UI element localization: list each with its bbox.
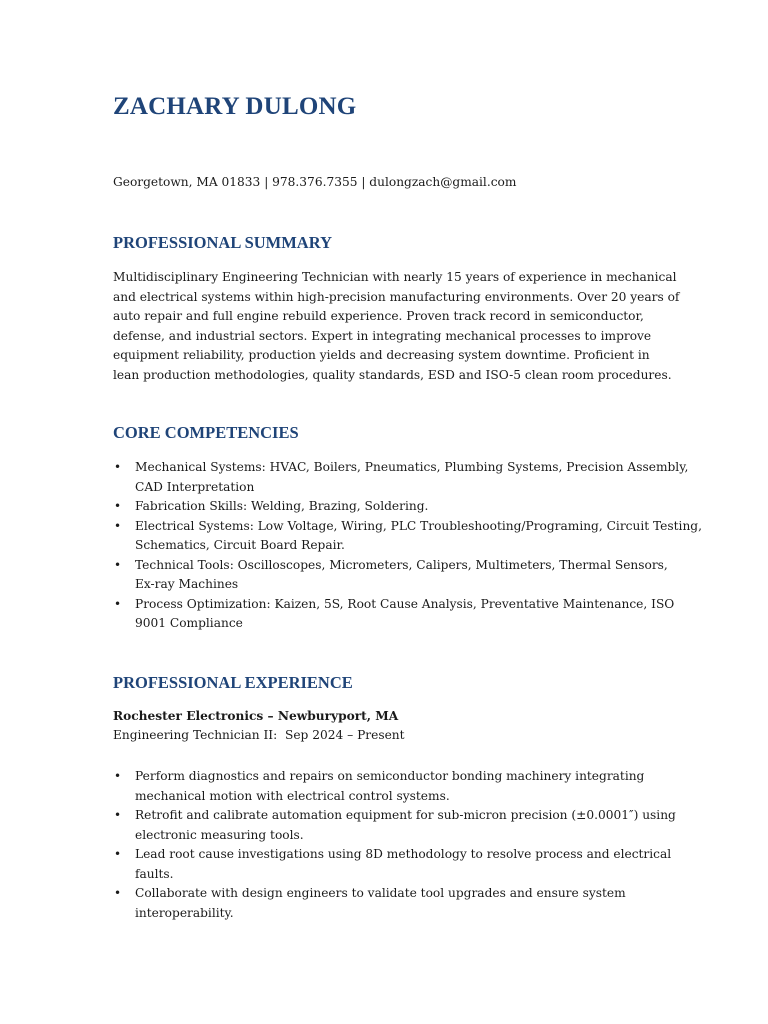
experience-heading: PROFESSIONAL EXPERIENCE bbox=[113, 673, 353, 692]
summary-line: equipment reliability, production yields and decreasing system downtime. Proficient in bbox=[113, 348, 650, 362]
experience-list bbox=[113, 767, 683, 923]
bullet-icon: • bbox=[114, 557, 122, 572]
summary-line: defense, and industrial sectors. Expert in integrating mechanical processes to improve bbox=[113, 328, 652, 343]
list-item-text: interoperability. bbox=[135, 905, 234, 920]
summary-paragraph bbox=[113, 268, 680, 385]
list-item bbox=[113, 458, 689, 497]
list-item-text: Collaborate with design engineers to validate tool upgrades and ensure system bbox=[135, 886, 626, 900]
list-item bbox=[113, 884, 683, 923]
company-name: Rochester Electronics – Newburyport, MA bbox=[113, 709, 399, 723]
list-item-text: Fabrication Skills: Welding, Brazing, Soldering. bbox=[135, 499, 429, 513]
list-item-text: electronic measuring tools. bbox=[135, 827, 304, 842]
list-item-text: Process Optimization: Kaizen, 5S, Root Cause Analysis, Preventative Maintenance, ISO bbox=[135, 596, 675, 611]
list-item bbox=[113, 845, 683, 884]
summary-line: Multidisciplinary Engineering Technician with nearly 15 years of experience in mechanical bbox=[113, 270, 677, 284]
list-item bbox=[113, 497, 683, 517]
list-item-text: Schematics, Circuit Board Repair. bbox=[135, 538, 345, 552]
list-item bbox=[113, 595, 683, 634]
bullet-icon: • bbox=[114, 460, 122, 474]
list-item-text: Electrical Systems: Low Voltage, Wiring, PLC Troubleshooting/Programing, Circuit Testing, bbox=[135, 518, 702, 533]
competencies-list bbox=[113, 458, 702, 634]
bullet-icon: • bbox=[114, 499, 122, 513]
list-item-text: Mechanical Systems: HVAC, Boilers, Pneumatics, Plumbing Systems, Precision Assembly, bbox=[135, 460, 689, 474]
list-item-text: Perform diagnostics and repairs on semiconductor bonding machinery integrating bbox=[135, 769, 645, 783]
job-title: Engineering Technician II: Sep 2024 – Present bbox=[113, 728, 405, 742]
list-item-text: Lead root cause investigations using 8D methodology to resolve process and electrical bbox=[135, 847, 672, 861]
contact-info: Georgetown, MA 01833 | 978.376.7355 | dulongzach@gmail.com bbox=[113, 175, 517, 189]
summary-line: lean production methodologies, quality standards, ESD and ISO-5 clean room procedures. bbox=[113, 367, 672, 382]
list-item-text: Ex-ray Machines bbox=[135, 577, 239, 591]
bullet-icon: • bbox=[114, 596, 122, 611]
list-item-text: mechanical motion with electrical control systems. bbox=[135, 788, 450, 803]
list-item-text: faults. bbox=[135, 866, 174, 881]
list-item bbox=[113, 806, 683, 845]
candidate-name: ZACHARY DULONG bbox=[113, 93, 357, 120]
bullet-icon: • bbox=[114, 769, 122, 783]
summary-line: and electrical systems within high-precision manufacturing environments. Over 20 years of bbox=[113, 289, 680, 304]
bullet-icon: • bbox=[114, 886, 122, 900]
list-item-text: Retrofit and calibrate automation equipment for sub-micron precision (±0.0001″) using bbox=[135, 808, 676, 822]
bullet-icon: • bbox=[114, 847, 122, 861]
list-item bbox=[113, 767, 683, 806]
bullet-icon: • bbox=[114, 808, 122, 822]
list-item-text: Technical Tools: Oscilloscopes, Micrometers, Calipers, Multimeters, Thermal Sensors, bbox=[135, 557, 668, 572]
competencies-heading: CORE COMPETENCIES bbox=[113, 423, 299, 442]
summary-heading: PROFESSIONAL SUMMARY bbox=[113, 233, 332, 252]
list-item bbox=[113, 517, 702, 556]
list-item-text: CAD Interpretation bbox=[135, 479, 255, 494]
list-item bbox=[113, 556, 683, 595]
list-item-text: 9001 Compliance bbox=[135, 616, 243, 630]
bullet-icon: • bbox=[114, 518, 122, 533]
summary-line: auto repair and full engine rebuild experience. Proven track record in semiconductor, bbox=[113, 309, 644, 323]
